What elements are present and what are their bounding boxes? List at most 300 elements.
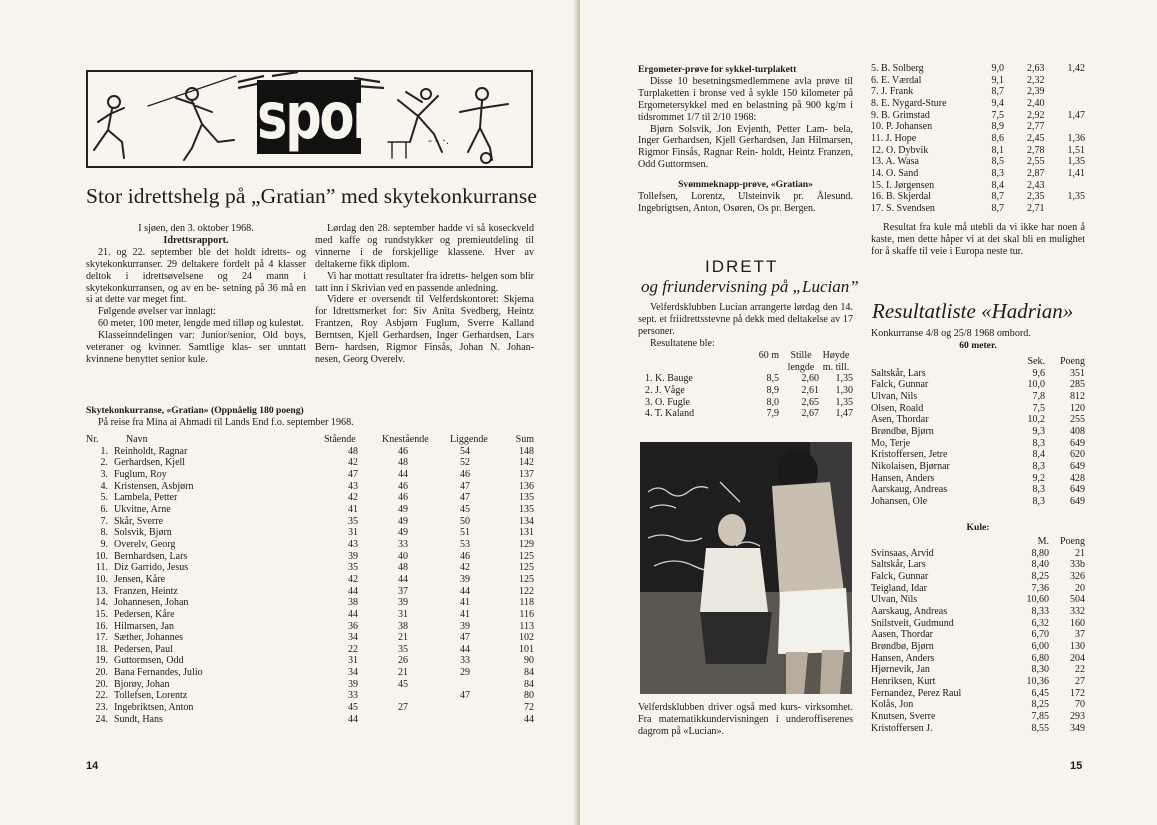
- photo-icon: [640, 442, 852, 694]
- table-cell: 72: [524, 702, 534, 714]
- table-cell: Asen, Thordar: [871, 414, 929, 426]
- table-cell: 116: [519, 608, 534, 620]
- table-cell: 2,61: [801, 384, 819, 396]
- table-cell: 41: [460, 608, 470, 620]
- sport-wordmark: sport: [257, 80, 398, 154]
- table-cell: Brøndbø, Bjørn: [871, 425, 934, 437]
- table-cell: 8,1: [991, 144, 1004, 156]
- table-cell: 44: [524, 713, 534, 725]
- table-cell: Jensen, Kåre: [114, 573, 166, 585]
- table-row: [86, 492, 534, 504]
- table-cell: [444, 702, 500, 714]
- table-cell: 2,65: [801, 396, 819, 408]
- table-cell: Hansen, Anders: [871, 652, 935, 664]
- table-cell: 1. K. Bauge: [645, 373, 693, 385]
- shooting-title: Skytekonkurranse, «Gratian» (Oppnåelig 180 poeng): [86, 405, 304, 416]
- table-cell: 31: [398, 608, 408, 620]
- table-cell: 172: [1070, 687, 1085, 699]
- paragraph: 21. og 22. september ble det holdt idretts- og skytekonkurranser. 29 deltakere fordelt på 4 klasser deltok i idrettsøvelsene og 24 mann i skytekonkurransen, og av en be- setning på 36 må en si at dette var meget fint.: [86, 246, 306, 306]
- table-cell: 45: [348, 702, 358, 714]
- table-cell: 21: [398, 667, 408, 679]
- table-row: [86, 597, 534, 609]
- table-cell: 46: [398, 445, 408, 457]
- table-row: [86, 702, 534, 714]
- table-cell: Lambela, Petter: [114, 492, 178, 504]
- table-cell: 134: [519, 515, 534, 527]
- col-header: M.: [1037, 536, 1049, 547]
- table-cell: 125: [519, 573, 534, 585]
- table-row: [871, 414, 1085, 426]
- table-cell: 34: [348, 667, 358, 679]
- col-header: Nr.: [86, 434, 99, 445]
- col-header: Poeng: [1060, 536, 1085, 547]
- table-cell: 10,36: [1026, 675, 1049, 687]
- table-cell: 102: [519, 632, 534, 644]
- table-row: [86, 667, 534, 679]
- table-cell: 47: [460, 480, 470, 492]
- article-col-1: [86, 223, 306, 366]
- table-cell: 204: [1070, 652, 1085, 664]
- table-row: [86, 690, 534, 702]
- caption-text: Velferdsklubben driver også med kurs- virksomhet. Fra matematikkundervisningen i underoffiserenes dagrom på «Lucian».: [638, 702, 853, 737]
- table-row: [86, 446, 534, 458]
- table-cell: 1,41: [1067, 167, 1085, 179]
- table-cell: 7.: [100, 515, 108, 527]
- table-row: [86, 562, 534, 574]
- table-row: [86, 481, 534, 493]
- ergometer-title: Ergometer-prøve for sykkel-turplakett: [638, 64, 797, 75]
- table-cell: 1,35: [835, 396, 853, 408]
- table-cell: 8,80: [1031, 547, 1049, 559]
- table-cell: 45: [398, 678, 408, 690]
- table-cell: [382, 714, 444, 726]
- table-cell: 42: [460, 562, 470, 574]
- table-cell: 2,60: [801, 373, 819, 385]
- table-row: [871, 145, 1085, 157]
- table-cell: 8,33: [1031, 605, 1049, 617]
- table-cell: 8,3: [1032, 460, 1045, 472]
- table-cell: Fernandez, Perez Raul: [871, 687, 962, 699]
- table-cell: Sæther, Johannes: [114, 632, 184, 644]
- table-row: [871, 711, 1085, 723]
- table-cell: 47: [460, 690, 470, 702]
- idrett-heading: IDRETT: [705, 257, 779, 276]
- table-cell: Bana Fernandes, Julio: [114, 667, 203, 679]
- table-cell: 8,25: [1031, 699, 1049, 711]
- paragraph: Tollefsen, Lorentz, Ulsteinvik pr. Ålesund. Ingebrigtsen, Anton, Osøren, Os pr. Bergen.: [638, 191, 853, 214]
- table-cell: 2,71: [1026, 202, 1045, 214]
- hadrian-intro: [871, 328, 1085, 352]
- paragraph: Resultatene ble:: [650, 337, 715, 349]
- table-row: [871, 461, 1085, 473]
- table-cell: 40: [398, 550, 408, 562]
- table-cell: 504: [1070, 594, 1085, 606]
- kule-note: [871, 222, 1085, 258]
- table-cell: 20: [1075, 582, 1085, 594]
- table-cell: 42: [348, 457, 358, 469]
- table-cell: 29: [460, 667, 470, 679]
- table-cell: 8.: [100, 527, 108, 539]
- table-cell: Johannesen, Johan: [114, 597, 189, 609]
- table-cell: 44: [348, 585, 358, 597]
- col-header: Navn: [126, 434, 148, 445]
- table-cell: 15. I. Jørgensen: [871, 179, 935, 191]
- table-cell: 26: [398, 655, 408, 667]
- table-cell: 1,51: [1067, 144, 1085, 156]
- table-cell: 8,55: [1031, 722, 1049, 734]
- table-cell: 9,1: [991, 74, 1004, 86]
- table-cell: 428: [1070, 472, 1085, 484]
- table-cell: 8,0: [766, 396, 779, 408]
- table-cell: 8,30: [1031, 664, 1049, 676]
- table-cell: 1.: [100, 445, 108, 457]
- table-cell: 37: [398, 585, 408, 597]
- paragraph: Videre er oversendt til Velferdskontoret: Skjema for Idrettsmerket for: Siv Anita Svedberg, Heintz Frantzen, Roy Asbjørn Fuglum, Sverre Kalland Berntsen, Kjell Gerhardsen, Inger Gerhardsen, Lars Bern- hardsen, Rigmor Finsås, Johan N. Johan- nesen, Georg Overelv.: [315, 294, 534, 365]
- table-cell: 8,7: [991, 202, 1004, 214]
- table-cell: Kristensen, Asbjørn: [114, 480, 194, 492]
- table-cell: 649: [1070, 460, 1085, 472]
- table-cell: 8,3: [1032, 437, 1045, 449]
- table-cell: 129: [519, 538, 534, 550]
- paragraph: Lørdag den 28. september hadde vi så koseckveld med kaffe og rundstykker og premieutdeling til vinnerne i de forskjellige klassene. Hver av deltakerne fikk diplom.: [315, 223, 534, 270]
- table-cell: 46: [460, 468, 470, 480]
- table-cell: Gerhardsen, Kjell: [114, 457, 186, 469]
- table-cell: 15.: [95, 608, 108, 620]
- table-cell: Svinsaas, Arvid: [871, 547, 934, 559]
- table-cell: 1,42: [1067, 63, 1085, 74]
- table-cell: 6,00: [1031, 640, 1049, 652]
- table-cell: 12. O. Dybvik: [871, 144, 929, 156]
- table-cell: 27: [1075, 675, 1085, 687]
- table-cell: [1044, 121, 1085, 133]
- table-cell: 16.: [95, 620, 108, 632]
- table-cell: 101: [519, 643, 534, 655]
- col-header: 60 m: [758, 350, 779, 361]
- table-cell: 3. O. Fugle: [645, 396, 690, 408]
- table-row: [871, 548, 1085, 560]
- table-cell: 47: [460, 632, 470, 644]
- table-cell: 8,7: [991, 191, 1004, 203]
- table-cell: Aarskaug, Andreas: [871, 605, 948, 617]
- table-cell: 7,36: [1031, 582, 1049, 594]
- table-row: [871, 723, 1085, 735]
- table-cell: 39: [398, 597, 408, 609]
- table-cell: [382, 690, 444, 702]
- table-cell: 13. A. Wasa: [871, 156, 919, 168]
- table-cell: Solsvik, Bjørn: [114, 527, 172, 539]
- m60-heading: 60 meter.: [959, 339, 997, 351]
- table-row: [871, 63, 1085, 75]
- table-cell: 31: [348, 527, 358, 539]
- ergometer-section: [638, 64, 853, 215]
- col-header: Poeng: [1060, 356, 1085, 367]
- table-row: [86, 469, 534, 481]
- table-cell: Pedersen, Paul: [114, 643, 173, 655]
- table-row: [871, 391, 1085, 403]
- table-cell: 2,87: [1026, 167, 1045, 179]
- table-cell: 255: [1070, 414, 1085, 426]
- table-row: [645, 385, 853, 397]
- table-row: [871, 156, 1085, 168]
- paragraph: Klasseinndelingen var: Junior/senior, Old boys, veteraner og kvinner. Samtlige klas- ser unntatt kvinnene benyttet senior kule.: [86, 330, 306, 365]
- table-cell: 53: [460, 538, 470, 550]
- table-cell: 125: [519, 562, 534, 574]
- idrett-subheading: og friundervisning på „Lucian”: [641, 277, 859, 296]
- table-cell: 649: [1070, 495, 1085, 507]
- table-cell: 8,7: [991, 86, 1004, 98]
- paragraph: Resultat fra kule må utebli da vi ikke har noen å kaste, men dette håper vi at det skal bli en mulighet for å skaffe til veie i Europa neste tur.: [871, 222, 1085, 257]
- table-cell: 649: [1070, 484, 1085, 496]
- table-cell: 50: [460, 515, 470, 527]
- table-row: [871, 121, 1085, 133]
- table-cell: 49: [398, 515, 408, 527]
- table-cell: 1,35: [1067, 191, 1085, 203]
- kule-heading: Kule:: [966, 522, 990, 533]
- table-cell: 42: [348, 573, 358, 585]
- table-cell: 13.: [95, 585, 108, 597]
- article-col-2: [315, 223, 534, 366]
- table-cell: 31: [348, 655, 358, 667]
- table-cell: Brøndbø, Bjørn: [871, 640, 934, 652]
- table-cell: 2. J. Våge: [645, 384, 685, 396]
- table-cell: 21: [1075, 547, 1085, 559]
- table-cell: 8,6: [991, 132, 1004, 144]
- table-row: [86, 551, 534, 563]
- table-cell: 148: [519, 445, 534, 457]
- table-row: [871, 133, 1085, 145]
- table-cell: 8,5: [991, 156, 1004, 168]
- table-cell: Franzen, Heintz: [114, 585, 178, 597]
- table-cell: 51: [460, 527, 470, 539]
- table-cell: 10,2: [1027, 414, 1045, 426]
- table-cell: 8,5: [766, 373, 779, 385]
- table-cell: 54: [460, 445, 470, 457]
- lucian-results-continued: [871, 63, 1085, 215]
- table-cell: 2,39: [1026, 86, 1045, 98]
- table-cell: 41: [348, 503, 358, 515]
- table-cell: Snilstveit, Gudmund: [871, 617, 954, 629]
- table-cell: 6,32: [1031, 617, 1049, 629]
- page-number: 15: [1070, 760, 1083, 772]
- table-cell: Falck, Gunnar: [871, 570, 929, 582]
- table-cell: Bjorøy, Johan: [114, 678, 170, 690]
- table-cell: 1,30: [835, 384, 853, 396]
- table-cell: 39: [348, 550, 358, 562]
- table-row: [86, 504, 534, 516]
- table-cell: 43: [348, 538, 358, 550]
- shooting-section: [86, 405, 536, 429]
- table-cell: 122: [519, 585, 534, 597]
- table-cell: 812: [1070, 390, 1085, 402]
- table-row: [871, 403, 1085, 415]
- table-cell: 19.: [95, 655, 108, 667]
- table-cell: Aasen, Thordar: [871, 629, 934, 641]
- table-cell: 10,60: [1026, 594, 1049, 606]
- table-cell: 41: [460, 597, 470, 609]
- kule-section: [871, 522, 1085, 534]
- table-cell: 142: [519, 457, 534, 469]
- table-row: [871, 496, 1085, 508]
- table-row: [871, 606, 1085, 618]
- table-cell: Nikolaisen, Bjørnar: [871, 460, 950, 472]
- table-cell: 44: [348, 713, 358, 725]
- table-row: [86, 609, 534, 621]
- table-cell: 1,36: [1067, 132, 1085, 144]
- table-cell: 90: [524, 655, 534, 667]
- table-row: [871, 368, 1085, 380]
- table-cell: 6,70: [1031, 629, 1049, 641]
- table-cell: 2,63: [1026, 63, 1045, 74]
- table-cell: 7,5: [991, 109, 1004, 121]
- table-cell: Knutsen, Sverre: [871, 710, 936, 722]
- table-cell: 6. E. Værdal: [871, 74, 922, 86]
- table-row: [871, 473, 1085, 485]
- table-cell: 17.: [95, 632, 108, 644]
- table-row: [86, 457, 534, 469]
- table-cell: 137: [519, 468, 534, 480]
- table-cell: 118: [519, 597, 534, 609]
- table-cell: 10.: [95, 573, 108, 585]
- paragraph: Velferdsklubben Lucian arrangerte lørdag den 14. sept. et friidrettsstevne på dekk med deltakelse av 17 personer.: [638, 302, 853, 337]
- table-cell: 47: [460, 492, 470, 504]
- table-cell: 3.: [100, 468, 108, 480]
- table-cell: 2.: [100, 457, 108, 469]
- table-cell: Hilmarsen, Jan: [114, 620, 174, 632]
- table-row: [871, 110, 1085, 122]
- table-cell: 36: [348, 620, 358, 632]
- table-cell: 7. J. Frank: [871, 86, 914, 98]
- table-cell: 9.: [100, 538, 108, 550]
- hadrian-60m-table: [871, 356, 1085, 508]
- table-cell: 2,77: [1026, 121, 1045, 133]
- table-cell: 80: [524, 690, 534, 702]
- page-number: 14: [86, 760, 99, 772]
- table-row: [871, 559, 1085, 571]
- table-cell: Tollefsen, Lorentz: [114, 690, 188, 702]
- table-cell: Mo, Terje: [871, 437, 911, 449]
- table-cell: 2,40: [1026, 97, 1045, 109]
- table-cell: 2,67: [801, 408, 819, 420]
- table-row: [871, 191, 1085, 203]
- table-cell: 620: [1070, 449, 1085, 461]
- table-cell: 70: [1075, 699, 1085, 711]
- shooting-results-table: [86, 434, 534, 725]
- subhead: Idrettsrapport.: [163, 234, 229, 246]
- col-header: [645, 350, 749, 373]
- col-header: Høyde m. till.: [822, 350, 850, 373]
- table-row: [871, 379, 1085, 391]
- table-cell: 22: [1075, 664, 1085, 676]
- table-cell: 2,55: [1026, 156, 1045, 168]
- col-header: Knestående: [382, 434, 429, 445]
- paragraph: Følgende øvelser var innlagt:: [98, 306, 217, 318]
- table-cell: [444, 714, 500, 726]
- table-row: [871, 180, 1085, 192]
- table-cell: 332: [1070, 605, 1085, 617]
- table-cell: 9. B. Grimstad: [871, 109, 930, 121]
- table-row: [645, 397, 853, 409]
- table-cell: Hansen, Anders: [871, 472, 935, 484]
- table-cell: Guttormsen, Odd: [114, 655, 184, 667]
- table-cell: 9,3: [1032, 425, 1045, 437]
- table-cell: 7,85: [1031, 710, 1049, 722]
- table-cell: 46: [398, 492, 408, 504]
- table-cell: 33: [460, 655, 470, 667]
- table-cell: 326: [1070, 570, 1085, 582]
- table-row: [86, 621, 534, 633]
- table-cell: Olsen, Roald: [871, 402, 924, 414]
- col-header: Sum: [515, 434, 534, 445]
- table-cell: Kristoffersen, Jetre: [871, 449, 948, 461]
- table-cell: 293: [1070, 710, 1085, 722]
- table-cell: 125: [519, 550, 534, 562]
- table-header-row: [645, 350, 853, 373]
- table-cell: 2,43: [1026, 179, 1045, 191]
- table-row: [86, 516, 534, 528]
- table-cell: 8,9: [766, 384, 779, 396]
- table-cell: 1,35: [835, 373, 853, 385]
- table-cell: 39: [460, 620, 470, 632]
- hadrian-heading: Resultatliste «Hadrian»: [872, 299, 1074, 323]
- table-cell: 48: [398, 457, 408, 469]
- table-cell: Saltskår, Lars: [871, 367, 926, 379]
- table-cell: 131: [519, 527, 534, 539]
- table-cell: 37: [1075, 629, 1085, 641]
- table-cell: 33: [348, 690, 358, 702]
- table-row: [871, 594, 1085, 606]
- table-cell: 44: [460, 643, 470, 655]
- table-cell: 43: [348, 480, 358, 492]
- table-cell: [1044, 75, 1085, 87]
- table-cell: 39: [460, 573, 470, 585]
- table-cell: 9,2: [1032, 472, 1045, 484]
- table-header-row: [871, 536, 1085, 548]
- table-cell: 33b: [1070, 559, 1085, 571]
- table-cell: Kolås, Jon: [871, 699, 914, 711]
- table-cell: 14. O. Sand: [871, 167, 919, 179]
- paragraph: Vi har mottatt resultater fra idretts- helgen som blir tatt inn i Skrivian ved en passende anledning.: [315, 270, 534, 294]
- swim-title: Svømmeknapp-prøve, «Gratian»: [678, 179, 813, 191]
- table-cell: 8,4: [1032, 449, 1045, 461]
- table-cell: 16. B. Skjerdal: [871, 191, 931, 203]
- table-row: [871, 426, 1085, 438]
- table-cell: [1044, 203, 1085, 215]
- paragraph: Konkurranse 4/8 og 25/8 1968 ombord.: [871, 328, 1031, 339]
- table-cell: [1044, 98, 1085, 110]
- table-cell: 23.: [95, 702, 108, 714]
- table-row: [86, 655, 534, 667]
- table-cell: 49: [398, 503, 408, 515]
- table-cell: 35: [348, 515, 358, 527]
- table-cell: 8,40: [1031, 559, 1049, 571]
- table-cell: 46: [398, 480, 408, 492]
- table-row: [871, 676, 1085, 688]
- table-cell: 52: [460, 457, 470, 469]
- table-cell: 2,78: [1026, 144, 1045, 156]
- table-cell: Pedersen, Kåre: [114, 608, 175, 620]
- table-cell: 45: [460, 503, 470, 515]
- table-cell: Sundt, Hans: [114, 713, 163, 725]
- hadrian-kule-table: [871, 536, 1085, 734]
- table-row: [871, 449, 1085, 461]
- table-cell: 27: [398, 702, 408, 714]
- table-cell: 4. T. Kaland: [645, 408, 695, 420]
- table-cell: 17. S. Svendsen: [871, 202, 935, 214]
- table-cell: 4.: [100, 480, 108, 492]
- table-row: [871, 86, 1085, 98]
- table-cell: 20.: [95, 678, 108, 690]
- table-cell: 1,35: [1067, 156, 1085, 168]
